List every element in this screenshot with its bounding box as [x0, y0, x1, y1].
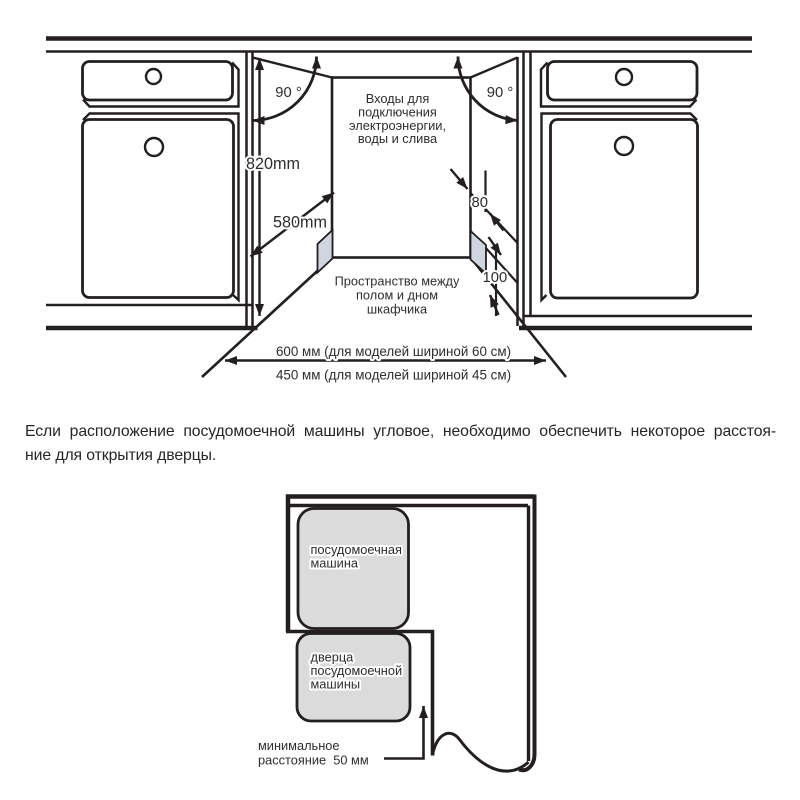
plinth-patch-right — [471, 231, 487, 274]
niche-edge-top-left — [253, 58, 333, 78]
floor-gap-note-line: полом и дном — [356, 287, 438, 303]
inlets-note-line: воды и слива — [357, 131, 438, 147]
inlets-note-line: Входы для — [365, 91, 430, 106]
right-wall-outer — [519, 495, 535, 771]
depth-label: 580mm — [273, 213, 327, 232]
leader-arrow-80-bottom — [490, 214, 504, 231]
paragraph-line: Если расположение посудомоечной машины угловое, необходимо обеспечить некоторое расстоя- — [25, 423, 776, 440]
min-distance-label-line: минимальное — [258, 738, 340, 753]
left-cabinet — [83, 62, 239, 301]
dishwasher-label-line: машина — [310, 555, 359, 571]
left-door-knob — [145, 138, 163, 156]
floor-gap-note-line: Пространство между — [334, 273, 460, 289]
paragraph-line: ние для открытия дверцы. — [25, 446, 217, 464]
break-squiggle — [433, 733, 529, 771]
door-label-line: посудомоечной — [310, 663, 403, 678]
inlets-note-line: электроэнергии, — [348, 117, 447, 133]
right-drawer-knob — [616, 69, 632, 85]
inlets-note-line: подключения — [358, 104, 437, 120]
right-cabinet — [541, 62, 698, 301]
angle-label-left: 90 ° — [275, 85, 302, 101]
plinth-patch-left — [318, 230, 333, 273]
left-drawer-knob — [146, 69, 161, 84]
right-door-knob — [615, 137, 633, 155]
dishwasher-label-line: посудомоечная — [310, 542, 402, 557]
corner-placement-paragraph — [25, 420, 776, 467]
door-label-line: машины — [310, 676, 361, 692]
door-label-line: дверца — [310, 649, 354, 665]
leader-arrow-100-bottom — [490, 295, 499, 315]
corner-placement-diagram — [0, 480, 800, 800]
angle-label-right: 90 ° — [486, 85, 514, 101]
width-45-label: 450 мм (для моделей шириной 45 см) — [275, 367, 512, 383]
floor-gap-note-line: шкафчика — [366, 301, 428, 317]
niche-edge-top-right — [471, 58, 518, 78]
plinth-offset-label: 80 — [471, 195, 488, 211]
countertop — [46, 39, 752, 52]
height-label: 820mm — [246, 155, 300, 173]
width-60-label: 600 мм (для моделей шириной 60 см) — [275, 344, 512, 359]
plinth-height-label: 100 — [482, 270, 508, 286]
min-distance-label-line: расстояние 50 мм — [258, 752, 369, 768]
